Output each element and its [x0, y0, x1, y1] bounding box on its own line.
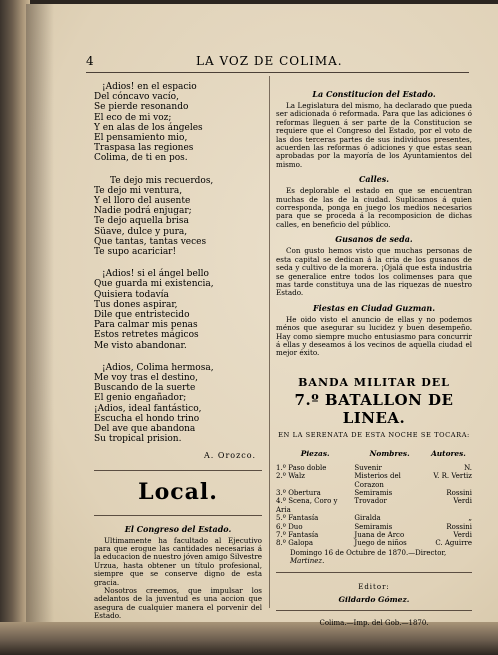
verse-line: Me voy tras el destino, [94, 373, 198, 384]
gutter-shadow [26, 4, 54, 624]
director-name: Martinez. [290, 557, 325, 566]
author-cell: Rossini [446, 522, 472, 531]
verse-line: Y el lloro del ausente [94, 196, 191, 207]
verse-line: El genio engañador; [94, 393, 187, 404]
verse-line: El eco de mi voz; [94, 112, 172, 123]
name-cell: Misterios del Corazon [354, 472, 401, 489]
piece-cell: 6.º Duo [276, 522, 303, 531]
author-cell: Verdi [453, 531, 472, 539]
program-header-row [276, 447, 472, 464]
paragraph: Nosotros creemos, que impulsar los adelantos de la juventud es una accion que asegura de cualquier manera el porvenir del Estado. [94, 585, 262, 621]
column-header: Nombres. [369, 448, 410, 458]
paragraph: He oido visto el anuncio de ellas y no podemos ménos que asegurar su lucidez y buen desempeño. Hay como siempre mucho entusiasmo para concurrir á ellas y deseamos á los vecinos de aquella ciudad el mejor éxito. [276, 314, 472, 358]
column-header: Piezas. [300, 448, 330, 458]
poem [94, 82, 262, 460]
verse-line: ¡Adios! si el ángel bello [102, 269, 209, 280]
author-cell: „ [468, 514, 472, 523]
table-row [276, 464, 472, 472]
piece-cell: 1.º Paso doble [276, 463, 327, 472]
verse-line: Escucha el hondo trino [94, 413, 200, 424]
table-row [276, 523, 472, 531]
page-number: 4 [86, 54, 95, 68]
table-row [276, 497, 472, 514]
verse-line: Para calmar mis penas [94, 320, 198, 331]
paragraph: La Legislatura del mismo, ha declarado que pueda ser adicionada ó reformada. Para que las adiciones ó reformas lleguen á ser parte de la Constitucion se requiere que el Congreso del Estado, por el voto de las dos terceras partes de sus individuos presentes, acuerden las reformas ó adiciones y que estas sean aprobadas por la mayoría de los Ayuntamientos del mismo. [276, 101, 472, 169]
article [276, 89, 472, 169]
piece-cell: 4.º Scena, Coro y Aria [276, 497, 338, 514]
piece-cell: 5.º Fantasía [276, 514, 319, 523]
article [276, 234, 472, 297]
verse-line: Me visto abandonar. [94, 340, 187, 351]
article-body [94, 537, 262, 621]
program-table [276, 447, 472, 548]
imprint-line: Colima.—Imp. del Gob.—1870. [319, 618, 429, 627]
rule [276, 572, 472, 573]
verse-line: Del cóncavo vacío, [94, 92, 179, 103]
verse-line: Y en alas de los ángeles [94, 122, 203, 133]
editor-label: Editor: [358, 582, 390, 591]
verse-line: Te dejo mis recuerdos, [110, 175, 214, 186]
author-cell: Rossini [446, 488, 472, 497]
name-cell: Trovador [354, 497, 387, 506]
verse-line: Traspasa las regiones [94, 143, 194, 154]
name-cell: Juego de niños [354, 539, 407, 548]
verse-line: Del ave que abandona [94, 424, 196, 435]
table-row [276, 472, 472, 489]
section-title-local: Local. [138, 478, 218, 505]
article-title: Gusanos de seda. [335, 234, 413, 245]
verse-line: ¡Adios! en el espacio [102, 82, 197, 92]
author-cell: V. R. Vertiz [433, 472, 472, 481]
piece-cell: 8.º Galopa [276, 539, 314, 548]
verse-line: Dile que entristecido [94, 310, 190, 321]
book-edge-bottom [0, 622, 498, 655]
section-rule [94, 515, 262, 516]
verse-line: Su tropical prision. [94, 434, 182, 445]
article [276, 303, 472, 358]
verse-line: Süave, dulce y pura, [94, 226, 188, 237]
verse-line: Estos retretes mágicos [94, 330, 199, 341]
editor-name: Gildardo Gómez. [338, 594, 410, 604]
date-text: Domingo 16 de Octubre de 1870.—Director, [290, 548, 447, 557]
poem-signature: A. Orozco. [204, 450, 256, 460]
author-cell: C. Aguirre [435, 539, 472, 548]
name-cell: Suvenir [354, 463, 382, 472]
name-cell: Giralda [354, 514, 381, 523]
column-divider [269, 76, 270, 608]
verse-line: ¡Adios, Colima hermosa, [102, 362, 214, 373]
column-header: Autores. [431, 448, 466, 458]
name-cell: Semiramis [354, 522, 393, 531]
piece-cell: 7.º Fantasía [276, 531, 319, 539]
verse-line: Buscando de la suerte [94, 383, 196, 394]
verse-line: El pensamiento mio, [94, 133, 188, 144]
piece-cell: 2.º Walz [276, 472, 305, 481]
article [276, 174, 472, 229]
article-title: El Congreso del Estado. [124, 523, 232, 534]
piece-cell: 3.º Obertura [276, 488, 321, 497]
right-column [276, 84, 472, 627]
table-row [276, 539, 472, 547]
verse-line: Se pierde resonando [94, 102, 189, 113]
table-row [276, 514, 472, 522]
paragraph: Con gusto hemos visto que muchas personas de esta capital se dedican á la cria de los gusanos de seda y cultivo de la morera. ¡Ojalá que esta industria se generalice entre todos los colimenses para que mas tarde constituya una de las riquezas de nuestro Estado. [276, 246, 472, 298]
author-cell: N. [464, 463, 472, 472]
editor-block [276, 583, 472, 604]
newspaper-title: LA VOZ DE COLIMA. [196, 54, 343, 68]
verse-line: Te supo acariciar! [94, 247, 177, 258]
article-title: Calles. [358, 174, 389, 185]
paragraph: Ultimamente ha facultado al Ejecutivo para que erogue las cantidades necesarias á la educacion de nuestro jóven amigo Silvestre Urzua, hasta obtener un título profesional, siempre que se conserve digno de esta gracia. [94, 535, 263, 587]
verse-line: Nadie podrá enjugar; [94, 206, 192, 217]
article-title: La Constitucion del Estado. [312, 89, 436, 99]
name-cell: Juana de Arco [354, 531, 405, 539]
verse-line: Te dejo mi ventura, [94, 185, 183, 196]
section-rule [94, 470, 262, 471]
table-row [276, 489, 472, 497]
article-title: Fiestas en Ciudad Guzman. [313, 302, 435, 313]
poem-stanza [94, 176, 262, 258]
battalion-title: 7.º BATALLON DE LINEA. [294, 390, 454, 427]
rule [276, 610, 472, 611]
verse-line: Colima, de ti en pos. [94, 153, 188, 164]
name-cell: Semiramis [354, 488, 393, 497]
verse-line: Tus dones aspirar, [94, 299, 178, 310]
verse-line: Quisiera todavía [94, 289, 169, 300]
verse-line: ¡Adios, ideal fantástico, [94, 403, 202, 414]
left-column [94, 82, 262, 621]
verse-line: Que tantas, tantas veces [94, 236, 207, 247]
poem-stanza [94, 82, 262, 164]
serenade-heading: EN LA SERENATA DE ESTA NOCHE SE TOCARA: [278, 430, 470, 439]
poem-stanza [94, 269, 262, 351]
header-rule [86, 72, 469, 73]
verse-line: Que guarda mi existencia, [94, 279, 214, 290]
author-cell: Verdi [453, 497, 472, 506]
poem-stanza [94, 363, 262, 445]
paragraph: Es deplorable el estado en que se encuentran muchas de las de la ciudad. Suplicamos á quien corresponda, ponga en juego los medios necesarios para que se proceda á la recomposicion de dichas calles, en beneficio del público. [276, 186, 472, 229]
date-line [276, 549, 472, 566]
band-title: BANDA MILITAR DEL [298, 375, 450, 389]
table-row [276, 531, 472, 539]
verse-line: Te dejo aquella brisa [94, 216, 189, 227]
